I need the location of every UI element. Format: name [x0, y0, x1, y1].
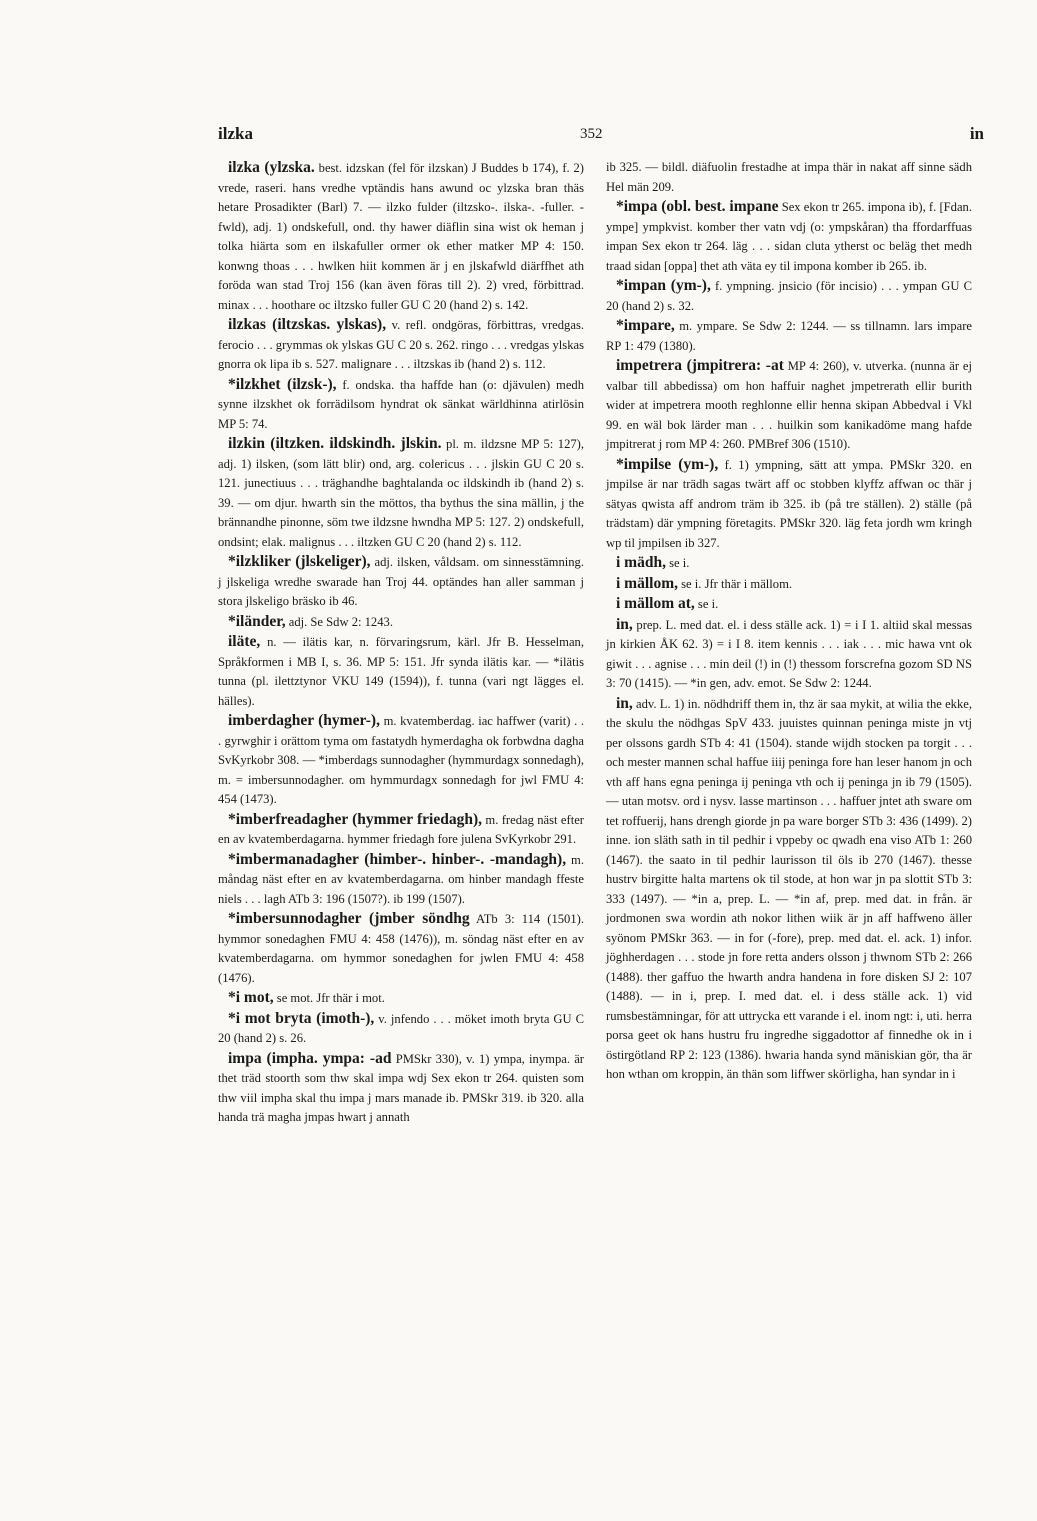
entry-headword: impetrera (jmpitrera: -at: [616, 357, 784, 374]
entry-headword: *ilzkliker (jlskeliger),: [228, 553, 371, 570]
entry-headword: iläte,: [228, 633, 261, 650]
dictionary-entry: [218, 1009, 584, 1049]
entry-headword: *imberfreadagher (hymmer friedagh),: [228, 810, 483, 828]
entry-headword: *impilse (ym-),: [616, 455, 719, 473]
entry-text: f. ondska. tha haffde han (o: djävulen) medh synne ilzskhet ok forrädilsom hyndrat ok sänkat wärldhinna atirlösin MP 5: 74.: [218, 377, 585, 431]
dictionary-entry: [606, 356, 972, 455]
dictionary-entry: [606, 553, 972, 574]
entry-headword: *ilzkhet (ilzsk-),: [228, 375, 337, 393]
entry-headword: *i mot bryta (imoth-),: [228, 1009, 375, 1027]
dictionary-entry: [606, 316, 972, 356]
dictionary-entry: [606, 694, 972, 1085]
entry-text: se i.: [694, 597, 719, 611]
dictionary-entry: [218, 988, 584, 1009]
left-column: [218, 158, 584, 1128]
entry-headword: i mällom at,: [616, 595, 695, 612]
page-number: 352: [580, 126, 603, 142]
dictionary-entry: [218, 1049, 584, 1128]
entry-headword: *iländer,: [228, 612, 286, 630]
entry-headword: i mällom,: [616, 574, 678, 592]
running-head-right: in: [969, 124, 984, 143]
entry-text: adv. L. 1) in. nödhdriff them in, thz är saa mykit, at wilia the ekke, the skulu the nödhgas SpV 433. juuistes quinnan peninga miste jn vtj per olssons gardh STb 4: 41 (1504). stande wijdh stocken pa torgit . . . och mester mannen schal haffue iiij peninga fore han leser hanom jn och vth aff hans egna peninga ij peninga vth och ij peninga jn ib 79 (1505). — utan motsv. ord i nysv. lasse martinson . . . haffuer jntet ath sware om tet roffuerij, hans drengh giorde jn pa ware borger STb 3: 436 (1499). 2) inne. ion släth sath in til pedhir i vppeby oc qwadh ena viso ATb 1: 260 (1467). the saato in til pedhir laurisson til öls ib 270 (1467). thesse hustrv birgitte halta martens ok til stode, at hon war jn pa slottit STb 3: 333 (1497). — *in a, prep. L. — *in af, prep. med dat. in från. är jordmonen swa wordin ath nokor lithen wiik är jn aff haffweno äller syönom PMSkr 363. — in for (-fore), prep. med dat. el. ack. 1) infor. jöghherdagen . . . stode jn fore retta anders olsson j thwnom STb 2: 266 (1488). ther gaffuo the hwarth andra handena in fore disken SJ 2: 107 (1488). — in i, prep. I. med dat. el. i dess ställe ack. 1) vid rumsbestämningar, för att uttrycka ett varande i el. inom ngt: i, uti. herra porsa geet ok hans hustru fru ingredhe siggadottor af finnedhe ok in i östirgötland RP 2: 123 (1386). hwaria handa synd mäniskian gör, tha är hon wthan om kroppin, än thän som liffwer skörligha, han syndar in i: [606, 696, 972, 1081]
entry-headword: i mädh,: [616, 554, 666, 571]
text-columns: [218, 158, 992, 1368]
dictionary-entry: [218, 909, 584, 988]
entry-text: se i. Jfr thär i mällom.: [678, 576, 793, 591]
dictionary-entry: [218, 375, 584, 435]
entry-text: n. — ilätis kar, n. förvaringsrum, kärl. Jfr B. Hesselman, Språkformen i MB I, s. 36. MP 5: 151. Jfr synda ilätis kar. — *ilätis tunna (pl. ilettztynor VKU 149 (1594)), f. tunna (vari ngt lägges el. hälles).: [218, 635, 584, 708]
dictionary-entry: [606, 455, 972, 554]
entry-text: m. kvatemberdag. iac haffwer (varit) . . . gyrwghir i orättom tyma om fastatydh hymerdagha ok forbwdna dagha SvKyrkobr 308. — *imberdags sunnodagher (hymmurdagx sonnedagh), m. = imbersunnodagher. om hymmurdagx sonnedagh for jwl FMU 4: 454 (1473).: [218, 714, 584, 806]
entry-headword: *i mot,: [228, 989, 274, 1006]
entry-text: se mot. Jfr thär i mot.: [273, 991, 385, 1005]
entry-text: f. ympning. jnsicio (för incisio) . . . ympan GU C 20 (hand 2) s. 32.: [606, 279, 973, 313]
entry-text: best. idzskan (fel för ilzskan) J Buddes b 174), f. 2) vrede, raseri. hans vredhe vptändis hans awund oc ylzska bran thäs hetare Prosadikter (Barl) 7. — ilzko fulder (iltzsko-. ilska-. -fuller. -fwld), adj. 1) ondskefull, ond. thy hawer diäflin sina wist ok heman j tolka hiärta som en ilskafuller ormer ok ether matker MP 4: 150. konwng thoas . . . hwlken hiit kommen är j en jlskafwld diärffhet ath foröda wan stad Troj 156 (kan även föras till 2). 2) vred, förbittrad. minax . . . hoothare oc iltzsko fuller GU C 20 (hand 2) s. 142.: [218, 161, 584, 312]
dictionary-entry: [218, 850, 584, 910]
dictionary-entry: [606, 574, 972, 595]
entry-text: v. refl. ondgöras, förbittras, vredgas. ferocio . . . grymmas ok ylskas GU C 20 s. 262. ringo . . . vredgas ylskas gnorra ok lipa ib s. 527. malignare . . . iltzskas ib (hand 2) s. 112.: [218, 318, 584, 371]
dictionary-entry: [218, 711, 584, 810]
dictionary-entry: [218, 315, 584, 375]
dictionary-entry: [606, 158, 972, 197]
page-header: [200, 124, 992, 148]
entry-text: adj. ilsken, våldsam. om sinnesstämning. j jlskeliga wredhe swarade han Troj 44. optändes han aller samman j stora jlskeligo bräsko ib 46.: [218, 555, 584, 608]
entry-text: m. fredag näst efter en av kvatemberdagarna. hymmer friedagh fore julena SvKyrkobr 291.: [218, 812, 584, 846]
entry-text: adj. Se Sdw 2: 1243.: [285, 614, 393, 629]
entry-headword: *impan (ym-),: [616, 277, 711, 294]
dictionary-entry: [218, 810, 584, 850]
entry-text: prep. L. med dat. el. i dess ställe ack. 1) = i I 1. altiid skal messas jn kirkien ÅK 62. 3) = i I 8. item kennis . . . iak . . . mic hawa vnt ok giwit . . . agnise . . . min deil (!) in (!) thessom forscrefna gozom SD NS 3: 70 (1415). — *in gen, adv. emot. Se Sdw 2: 1244.: [606, 617, 972, 690]
entry-text: Sex ekon tr 265. impona ib), f. [Fdan. ympe] ympkvist. komber ther vatn vdj (o: ympskåran) tha ffordarffuas impan Sex ekon tr 264. läg . . . sidan cluta ytherst oc beläg thet medh traad sidan [oppa] thet ath väta ey til impona komber ib 265. ib.: [606, 200, 972, 273]
entry-text: se i.: [665, 556, 690, 570]
entry-headword: *imbersunnodagher (jmber söndhg: [228, 910, 470, 927]
right-column: [606, 158, 972, 1085]
dictionary-entry: [606, 615, 972, 694]
entry-headword: ilzkas (iltzskas. ylskas),: [228, 316, 387, 333]
dictionary-entry: [218, 632, 584, 711]
running-head-left: ilzka: [218, 124, 253, 143]
entry-text: f. 1) ympning, sätt att ympa. PMSkr 320. en jmpilse är nar trädh sagas twärt aff oc stobben klyffz affwan oc thär j sätyas qwista aff androm träm ib 325. ib (på tre ställen). 2) ställe (på trädstam) där ympning företagits. PMSkr 320. läg feta jordh wm kringh wp til jmpilsen ib 327.: [606, 457, 972, 550]
dictionary-entry: [218, 552, 584, 612]
dictionary-entry: [606, 197, 972, 276]
dictionary-entry: [218, 158, 584, 315]
entry-headword: ilzkin (iltzken. ildskindh. jlskin.: [228, 435, 442, 452]
entry-headword: in,: [616, 694, 633, 712]
entry-headword: ilzka (ylzska.: [228, 159, 315, 176]
entry-headword: imberdagher (hymer-),: [228, 712, 380, 729]
entry-headword: impa (impha. ympa: -ad: [228, 1049, 392, 1067]
entry-headword: *impa (obl. best. impane: [616, 198, 779, 215]
entry-headword: *impare,: [616, 317, 675, 334]
entry-text: ATb 3: 114 (1501). hymmor sonedaghen FMU 4: 458 (1476)), m. söndag näst efter en av kvatemberdagarna. om hymmor sonedaghen for jwlen FMU 4: 458 (1476).: [218, 912, 584, 985]
entry-text: MP 4: 260), v. utverka. (nunna är ej valbar till abbedissa) om hon haffuir naghet jmpetrerath ellir burith wider at impetrera mooth reghlonne ellir henna skipan Abbedval i Vkl 99. en wäl bok lärder man . . . huilkin som kanikadöme mang hafde jmpitrerat j rom MP 4: 260. PMBref 306 (1510).: [606, 359, 972, 451]
entry-text: m. ympare. Se Sdw 2: 1244. — ss tillnamn. lars impare RP 1: 479 (1380).: [606, 319, 972, 353]
dictionary-entry: [218, 612, 584, 633]
entry-text: m. måndag näst efter en av kvatemberdagarna. om hinber mandagh ffeste niels . . . lagh ATb 3: 196 (1507?). ib 199 (1507).: [218, 852, 584, 906]
dictionary-entry: [606, 594, 972, 615]
entry-text: ib 325. — bildl. diäfuolin frestadhe at impa thär in nakat aff sinne sädh Hel män 209.: [606, 160, 972, 194]
dictionary-entry: [218, 434, 584, 552]
entry-text: PMSkr 330), v. 1) ympa, inympa. är thet träd stoorth som thw skal impa wdj Sex ekon tr 264. quisten som thw viil impha skal thu impa j mars manade ib. PMSkr 319. ib 320. alla handa trä magha jmpas hwart j annath: [218, 1051, 584, 1124]
entry-headword: *imbermanadagher (himber-. hinber-. -mandagh),: [228, 850, 567, 868]
entry-headword: in,: [616, 615, 633, 633]
entry-text: pl. m. ildzsne MP 5: 127), adj. 1) ilsken, (som lätt blir) ond, arg. colericus . . . jlskin GU C 20 s. 121. junectiuus . . . träghandhe baghtalanda oc ildskindh ib (hand 2) s. 39. — om djur. hwarth sin the möttos, tha bythus the sina mällin, j the brännandhe pinonne, söm twe ildzsne hwndha MP 5: 127. 2) ondskefull, ondsint; elak. malignus . . . iltzken GU C 20 (hand 2) s. 112.: [218, 437, 585, 549]
dictionary-entry: [606, 276, 972, 316]
entry-text: v. jnfendo . . . möket imoth bryta GU C 20 (hand 2) s. 26.: [218, 1011, 585, 1045]
